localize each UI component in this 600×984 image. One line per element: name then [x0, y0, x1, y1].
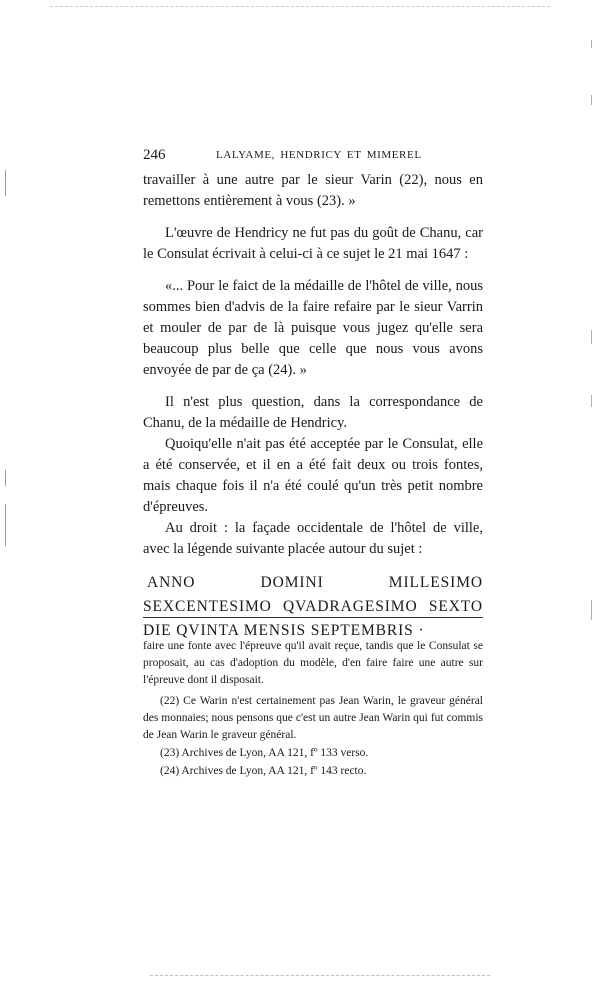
paragraph: Il n'est plus question, dans la correspondance de Chanu, de la médaille de Hendricy.: [143, 394, 483, 431]
page-number: 246: [143, 147, 166, 163]
paragraph-continuation: travailler à une autre par le sieur Varin (22), nous en remettons entièrement à vous (23). »: [143, 172, 483, 209]
footnotes: [143, 638, 483, 780]
scan-mark-left: [5, 470, 6, 486]
scan-mark-right: [591, 40, 592, 48]
medal-legend: ANNO DOMINI MILLESIMO SEXCENTESIMO QVADRAGESIMO SEXTO DIE QVINTA MENSIS SEPTEMBRIS ·: [143, 574, 483, 639]
footnote-22: (22) Ce Warin n'est certainement pas Jean Warin, le graveur général des monnaies; nous pensons que c'est un autre Jean Warin qui fut commis de Jean Warin le graveur général.: [143, 695, 483, 741]
scan-mark-left: [5, 504, 6, 546]
scan-mark-right: [591, 395, 592, 407]
main-text: [143, 170, 483, 643]
paragraph: Quoiqu'elle n'ait pas été acceptée par le Consulat, elle a été conservée, et il en a été fait deux ou trois fontes, mais chaque fois il n'a été coulé qu'un très petit nombre d'épreuves.: [143, 436, 483, 515]
scan-edge-bottom: [150, 975, 490, 976]
scan-mark-right: [591, 330, 592, 344]
footnote-24: (24) Archives de Lyon, AA 121, fº 143 recto.: [160, 765, 367, 777]
scan-mark-left: [5, 170, 6, 196]
running-head: [143, 146, 483, 164]
scan-mark-right: [591, 600, 592, 620]
footnote-divider: [143, 617, 483, 618]
footnote-23: (23) Archives de Lyon, AA 121, fº 133 verso.: [160, 747, 369, 759]
scan-edge-top: [50, 6, 550, 7]
paragraph: L'œuvre de Hendricy ne fut pas du goût de Chanu, car le Consulat écrivait à celui-ci à ce sujet le 21 mai 1647 :: [143, 225, 483, 262]
block-quote: «... Pour le faict de la médaille de l'hôtel de ville, nous sommes bien d'advis de la faire refaire par le sieur Varrin et mouler de par de là puisque vous jugez qu'elle sera beaucoup plus belle que celle que nous vous avons envoyée de par de ça (24). »: [143, 278, 483, 378]
running-title: LALYAME, HENDRICY ET MIMEREL: [216, 149, 422, 161]
scan-mark-right: [591, 95, 592, 105]
paragraph: Au droit : la façade occidentale de l'hôtel de ville, avec la légende suivante placée autour du sujet :: [143, 520, 483, 557]
footnote-continuation: faire une fonte avec l'épreuve qu'il avait reçue, tandis que le Consulat se proposait, au cas d'adoption du modèle, d'en faire faire une autre sur l'épreuve dont il disposait.: [143, 640, 483, 686]
